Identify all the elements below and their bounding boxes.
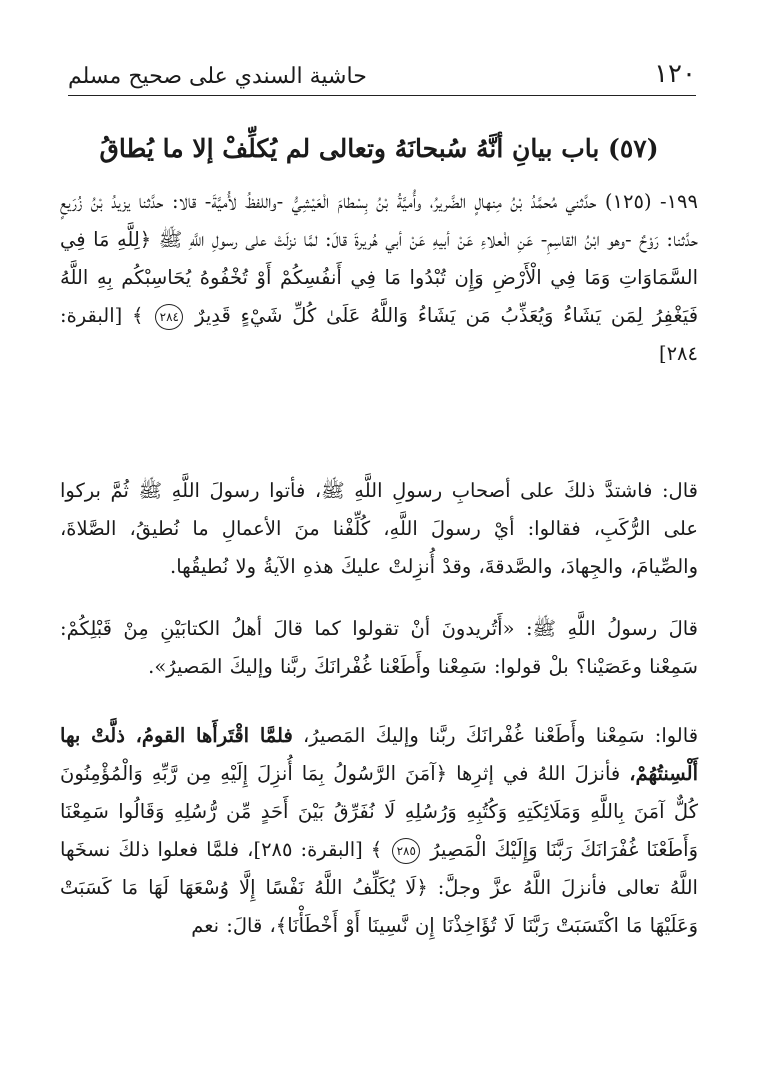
hadith-text: قالَ: نعم	[191, 914, 263, 937]
verse-reference: ﴾ [البقرة: ٢٨٤]	[60, 304, 698, 365]
hadith-text: قالوا: سَمِعْنا وأَطَعْنا غُفْرانَكَ ربَّنا وإليكَ المَصيرُ،	[303, 724, 699, 747]
hadith-paragraph-4	[60, 717, 698, 945]
verse-number-mark: ٢٨٥	[392, 838, 420, 864]
verse-number-mark: ٢٨٤	[155, 304, 183, 330]
page-number: ١٢٠	[654, 59, 696, 89]
hadith-bold-text: فلمَّا اقْتَرأَها القومُ، ذلَّتْ بها أَلْسِنتُهُمْ،	[60, 724, 698, 785]
hadith-paragraph-2: قال: فاشتدَّ ذلكَ على أصحابِ رسولِ اللَّهِ ﷺ، فأتوا رسولَ اللَّهِ ﷺ ثُمَّ بركوا على الرُّكَبِ، فقالوا: أيْ رسولَ اللَّهِ، كُلِّفْنا منَ الأعمالِ ما نُطيقُ، الصَّلاةَ، والصِّيامَ، والجِهادَ، والصَّدقةَ، وقدْ أُنزِلتْ عليكَ هذهِ الآيةُ ولا نُطيقُها.	[60, 479, 698, 578]
hadith-paragraph-3: قالَ رسولُ اللَّهِ ﷺ: «أَتُريدونَ أنْ تقولوا كما قالَ أهلُ الكتابَيْنِ مِنْ قَبْلِكُمْ: سَمِعْنا وعَصَيْنا؟ بلْ قولوا: سَمِعْنا وأَطَعْنا غُفْرانَكَ ربَّنا وإليكَ المَصيرُ».	[60, 617, 698, 678]
quran-verse: ﴿لَا يُكَلِّفُ اللَّهُ نَفْسًا إِلَّا وُسْعَهَا لَهَا مَا كَسَبَتْ وَعَلَيْهَا مَا اكْتَسَبَتْ رَبَّنَا لَا تُؤَاخِذْنَا إِن نَّسِينَا أَوْ أَخْطَأْنَا﴾،	[60, 876, 698, 937]
hadith-paragraph-1	[60, 183, 698, 373]
page-header	[68, 52, 696, 96]
quran-verse: ﴿لِلَّهِ مَا فِي السَّمَاوَاتِ وَمَا فِي الْأَرْضِ وَإِن تُبْدُوا مَا فِي أَنفُسِكُمْ أَوْ تُخْفُوهُ يُحَاسِبْكُم بِهِ اللَّهُ فَيَغْفِرُ لِمَن يَشَاءُ وَيُعَذِّبُ مَن يَشَاءُ وَاللَّهُ عَلَىٰ كُلِّ شَيْءٍ قَدِيرٌ	[60, 228, 699, 327]
quran-verse: ﴿آمَنَ الرَّسُولُ بِمَا أُنزِلَ إِلَيْهِ مِن رَّبِّهِ وَالْمُؤْمِنُونَ كُلٌّ آمَنَ بِاللَّهِ وَمَلَائِكَتِهِ وَكُتُبِهِ وَرُسُلِهِ لَا نُفَرِّقُ بَيْنَ أَحَدٍ مِّن رُّسُلِهِ وَقَالُوا سَمِعْنَا وَأَطَعْنَا غُفْرَانَكَ رَبَّنَا وَإِلَيْكَ الْمَصِيرُ	[60, 762, 699, 861]
running-title: حاشية السندي على صحيح مسلم	[68, 64, 367, 89]
hadith-text: فلمَّا فعلوا ذلكَ نسخَها اللَّهُ تعالى فأنزلَ اللَّهُ عزَّ وجلَّ:	[60, 838, 698, 899]
hadith-text: فأنزلَ اللهُ في إثرِها	[456, 762, 621, 785]
verse-reference: ﴾ [البقرة: ٢٨٥]،	[247, 838, 383, 861]
chapter-title: (٥٧) باب بيانِ أنَّهُ سُبحانَهُ وتعالى لم يُكلِّفْ إلا ما يُطاقُ	[99, 134, 659, 163]
hadith-isnad-text: ١٩٩- (١٢٥) حدَّثني مُحمَّدُ بْنُ مِنهالٍ الضَّريرُ، وأُميَّةُ بْنُ بِسْطامَ الْعَيْشِيُّ -واللفظُ لأُميَّةَ- قالا: حدَّثنا يزيدُ بْنُ زُرَيعٍ حدَّثنا: رَوْحٌ -وهو ابْنُ القاسِمِ- عَنِ الْعلاءِ عَنْ أبيهِ عَنْ أبي هُريرةَ قالَ: لمَّا نزلَتْ على رسولِ اللَّهِ ﷺ	[60, 190, 698, 251]
